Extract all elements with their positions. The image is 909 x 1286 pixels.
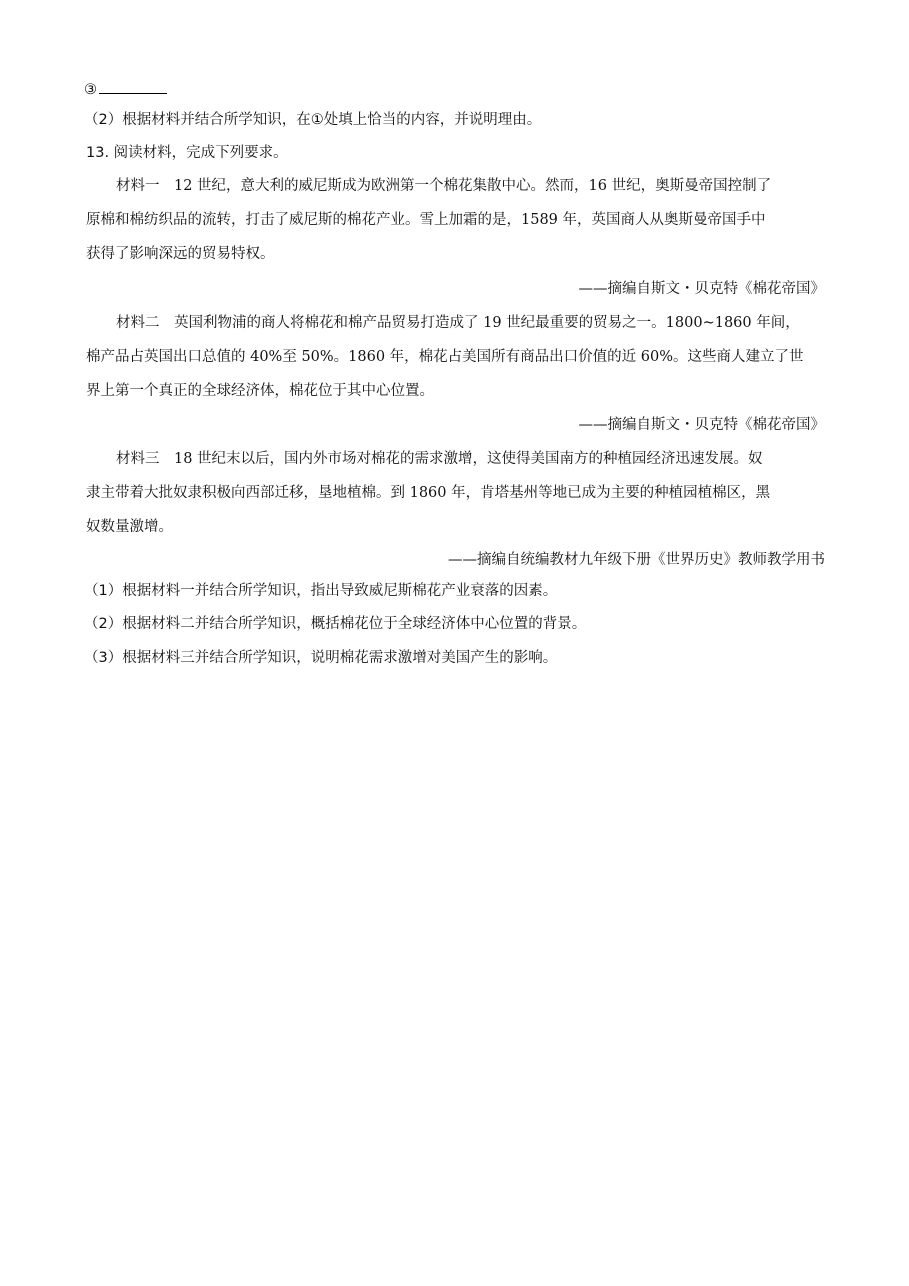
- material-3-line-1: 材料三 18 世纪末以后，国内外市场对棉花的需求激增，这使得美国南方的种植园经济迅速发展。奴: [116, 451, 763, 467]
- material-2-line-1: 材料二 英国利物浦的商人将棉花和棉产品贸易打造成了 19 世纪最重要的贸易之一。1800~1860 年间，: [116, 315, 800, 331]
- question-12-part-2: （2）根据材料并结合所学知识，在①处填上恰当的内容，并说明理由。: [84, 112, 542, 128]
- material-1-line-3: 获得了影响深远的贸易特权。: [86, 246, 275, 262]
- material-1-line-2: 原棉和棉纺织品的流转，打击了威尼斯的棉花产业。雪上加霜的是，1589 年，英国商人从奥斯曼帝国手中: [86, 212, 766, 228]
- circled-number-three: ③: [84, 82, 97, 98]
- question-13-part-3: （3）根据材料三并结合所学知识，说明棉花需求激增对美国产生的影响。: [84, 650, 558, 666]
- material-1-source: ——摘编自斯文・贝克特《棉花帝国》: [578, 281, 825, 297]
- material-2-line-3: 界上第一个真正的全球经济体，棉花位于其中心位置。: [86, 383, 434, 399]
- answer-blank-3: [84, 79, 167, 100]
- material-2-line-2: 棉产品占英国出口总值的 40%至 50%。1860 年，棉花占美国所有商品出口价值的近 60%。这些商人建立了世: [86, 349, 804, 365]
- material-3-line-3: 奴数量激增。: [86, 519, 173, 535]
- fill-in-blank-line[interactable]: [99, 79, 167, 94]
- material-1-line-1: 材料一 12 世纪，意大利的威尼斯成为欧洲第一个棉花集散中心。然而，16 世纪，奥斯曼帝国控制了: [116, 178, 772, 194]
- question-13-part-2: （2）根据材料二并结合所学知识，概括棉花位于全球经济体中心位置的背景。: [84, 616, 587, 632]
- material-3-line-2: 隶主带着大批奴隶积极向西部迁移，垦地植棉。到 1860 年，肯塔基州等地已成为主要的种植园植棉区，黑: [86, 485, 771, 501]
- question-13-stem: 13. 阅读材料，完成下列要求。: [86, 145, 288, 161]
- question-13-part-1: （1）根据材料一并结合所学知识，指出导致威尼斯棉花产业衰落的因素。: [84, 583, 558, 599]
- material-2-source: ——摘编自斯文・贝克特《棉花帝国》: [578, 417, 825, 433]
- material-3-source: ——摘编自统编教材九年级下册《世界历史》教师教学用书: [448, 552, 825, 568]
